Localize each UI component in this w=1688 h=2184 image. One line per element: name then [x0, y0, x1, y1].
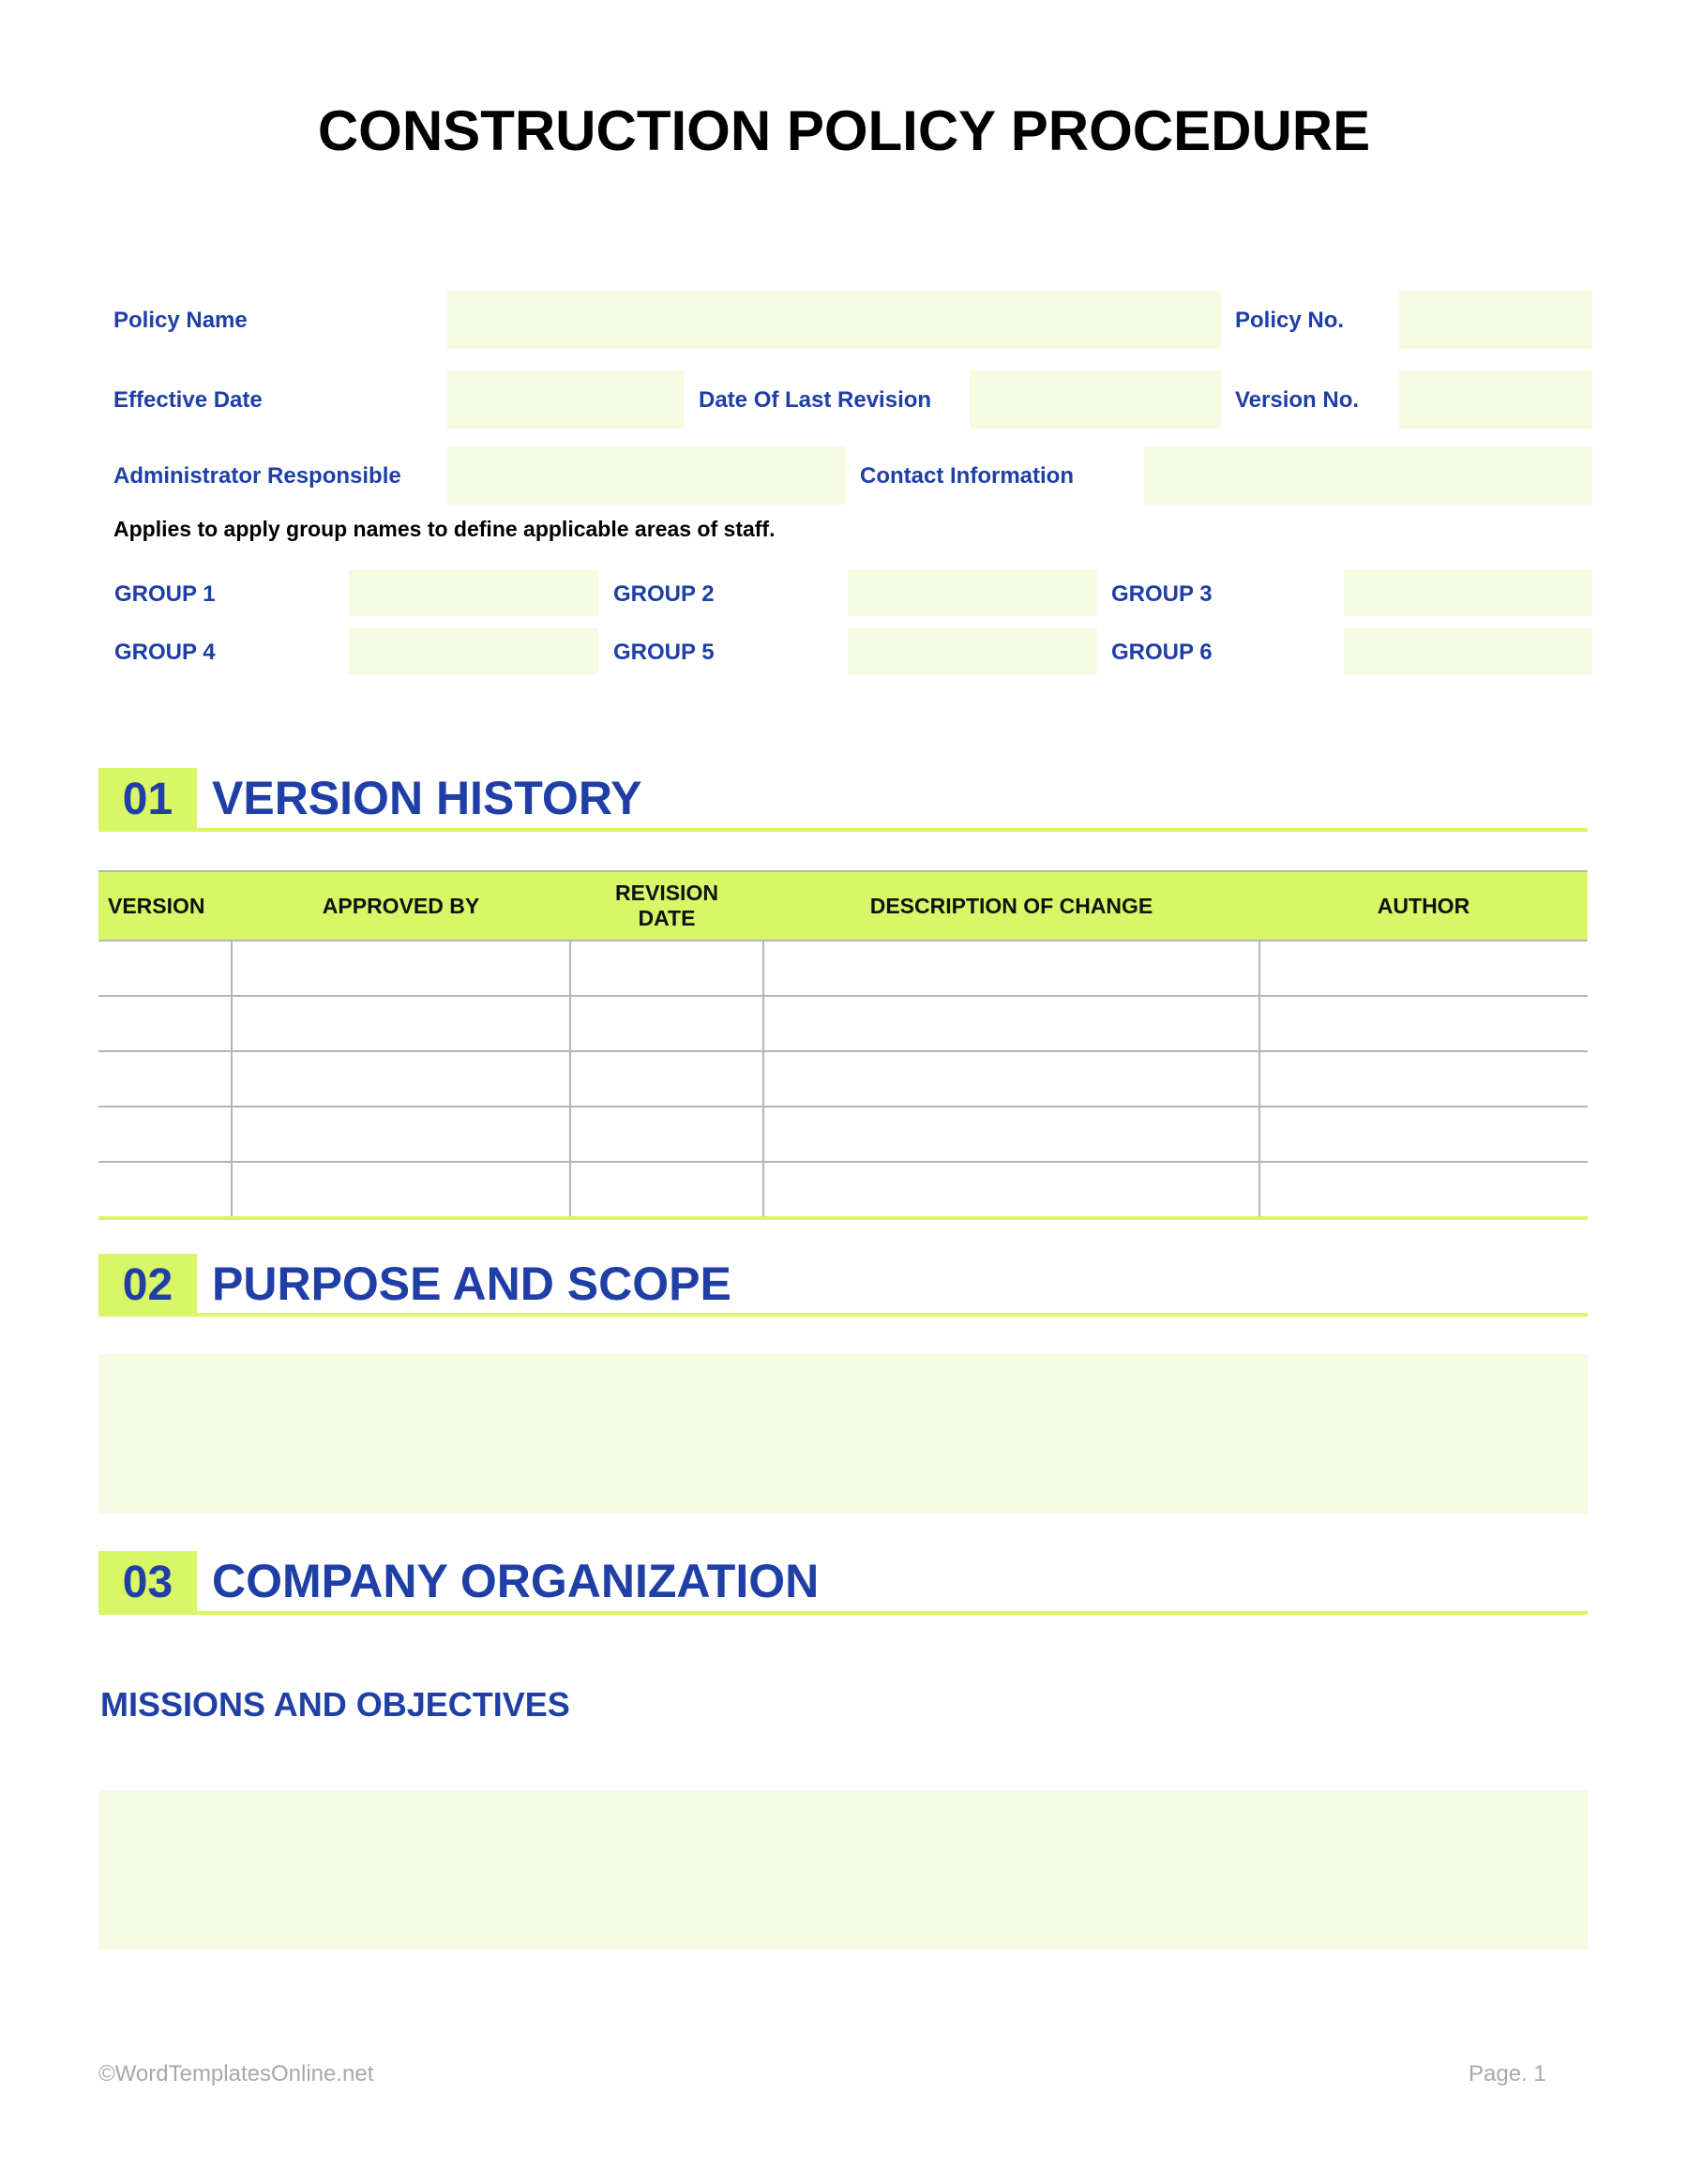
document-title: CONSTRUCTION POLICY PROCEDURE [317, 99, 1371, 162]
table-cell[interactable] [1259, 1051, 1588, 1107]
table-cell[interactable] [570, 1051, 763, 1107]
group-1-field[interactable] [349, 570, 598, 616]
effective-date-field[interactable] [447, 370, 684, 429]
group-4-field[interactable] [349, 628, 598, 674]
group-3-input[interactable] [1344, 570, 1592, 616]
section-02-rule [98, 1313, 1588, 1317]
col-description-header: DESCRIPTION OF CHANGE [763, 871, 1259, 941]
table-cell[interactable] [763, 1051, 1259, 1107]
table-row [98, 996, 1588, 1051]
table-cell[interactable] [232, 941, 570, 996]
group-6-field[interactable] [1344, 628, 1592, 674]
group-4-label: GROUP 4 [114, 640, 216, 665]
section-01-rule [98, 828, 1588, 832]
missions-heading: MISSIONS AND OBJECTIVES [100, 1685, 570, 1724]
table-cell[interactable] [763, 1107, 1259, 1162]
table-cell[interactable] [1259, 1162, 1588, 1218]
table-header-row [98, 871, 1588, 941]
group-2-field[interactable] [848, 570, 1097, 616]
table-cell[interactable] [232, 1107, 570, 1162]
section-03-rule [98, 1611, 1588, 1615]
table-cell[interactable] [763, 941, 1259, 996]
table-row [98, 941, 1588, 996]
version-no-input[interactable] [1399, 370, 1592, 429]
group-6-input[interactable] [1344, 628, 1592, 674]
col-author-header: AUTHOR [1259, 871, 1588, 941]
group-5-label: GROUP 5 [613, 640, 715, 665]
date-last-revision-label: Date Of Last Revision [699, 387, 932, 413]
table-cell[interactable] [763, 1162, 1259, 1218]
version-no-label: Version No. [1235, 387, 1360, 413]
group-1-input[interactable] [349, 570, 598, 616]
administrator-field[interactable] [447, 446, 846, 505]
table-cell[interactable] [232, 996, 570, 1051]
section-01-number: 01 [98, 768, 197, 830]
version-history-table [98, 870, 1588, 1220]
footer-copyright: ©WordTemplatesOnline.net [98, 2061, 374, 2086]
administrator-input[interactable] [447, 446, 846, 505]
missions-textbox[interactable] [98, 1790, 1588, 1950]
group-5-input[interactable] [848, 628, 1097, 674]
section-02-title: PURPOSE AND SCOPE [212, 1258, 731, 1310]
policy-name-input[interactable] [447, 291, 1221, 349]
policy-name-label: Policy Name [113, 308, 248, 333]
section-01-title: VERSION HISTORY [212, 772, 642, 824]
section-03-title: COMPANY ORGANIZATION [212, 1555, 820, 1607]
table-row [98, 1051, 1588, 1107]
table-cell[interactable] [232, 1162, 570, 1218]
footer-page-number: Page. 1 [1469, 2061, 1546, 2086]
table-cell[interactable] [763, 996, 1259, 1051]
group-2-input[interactable] [848, 570, 1097, 616]
group-4-input[interactable] [349, 628, 598, 674]
policy-no-label: Policy No. [1235, 308, 1345, 333]
section-02-number: 02 [98, 1254, 197, 1316]
purpose-scope-textbox[interactable] [98, 1354, 1588, 1514]
col-approved-by-header: APPROVED BY [232, 871, 570, 941]
policy-name-field[interactable] [447, 291, 1221, 349]
table-cell[interactable] [570, 941, 763, 996]
date-last-revision-input[interactable] [970, 370, 1221, 429]
table-cell[interactable] [98, 1107, 232, 1162]
table-cell[interactable] [1259, 996, 1588, 1051]
contact-label: Contact Information [860, 463, 1074, 489]
contact-field[interactable] [1144, 446, 1592, 505]
version-no-field[interactable] [1399, 370, 1592, 429]
group-3-field[interactable] [1344, 570, 1592, 616]
table-cell[interactable] [1259, 1107, 1588, 1162]
group-2-label: GROUP 2 [613, 581, 715, 607]
group-3-label: GROUP 3 [1111, 581, 1213, 607]
table-cell[interactable] [1259, 941, 1588, 996]
group-6-label: GROUP 6 [1111, 640, 1213, 665]
revision-date-header-text: REVISION DATE [615, 881, 718, 930]
table-cell[interactable] [98, 1051, 232, 1107]
group-1-label: GROUP 1 [114, 581, 216, 607]
effective-date-label: Effective Date [113, 387, 263, 413]
table-cell[interactable] [570, 996, 763, 1051]
table-row [98, 1107, 1588, 1162]
policy-no-field[interactable] [1399, 291, 1592, 349]
contact-input[interactable] [1144, 446, 1592, 505]
section-03-number: 03 [98, 1551, 197, 1613]
policy-no-input[interactable] [1399, 291, 1592, 349]
table-cell[interactable] [570, 1162, 763, 1218]
group-5-field[interactable] [848, 628, 1097, 674]
col-revision-date-header [570, 871, 763, 941]
table-cell[interactable] [98, 941, 232, 996]
table-cell[interactable] [98, 996, 232, 1051]
date-last-revision-field[interactable] [970, 370, 1221, 429]
table-row [98, 1162, 1588, 1218]
col-version-header: VERSION [98, 871, 232, 941]
table-cell[interactable] [98, 1162, 232, 1218]
groups-note: Applies to apply group names to define applicable areas of staff. [113, 517, 776, 541]
table-cell[interactable] [232, 1051, 570, 1107]
effective-date-input[interactable] [447, 370, 684, 429]
table-cell[interactable] [570, 1107, 763, 1162]
administrator-label: Administrator Responsible [113, 463, 401, 489]
